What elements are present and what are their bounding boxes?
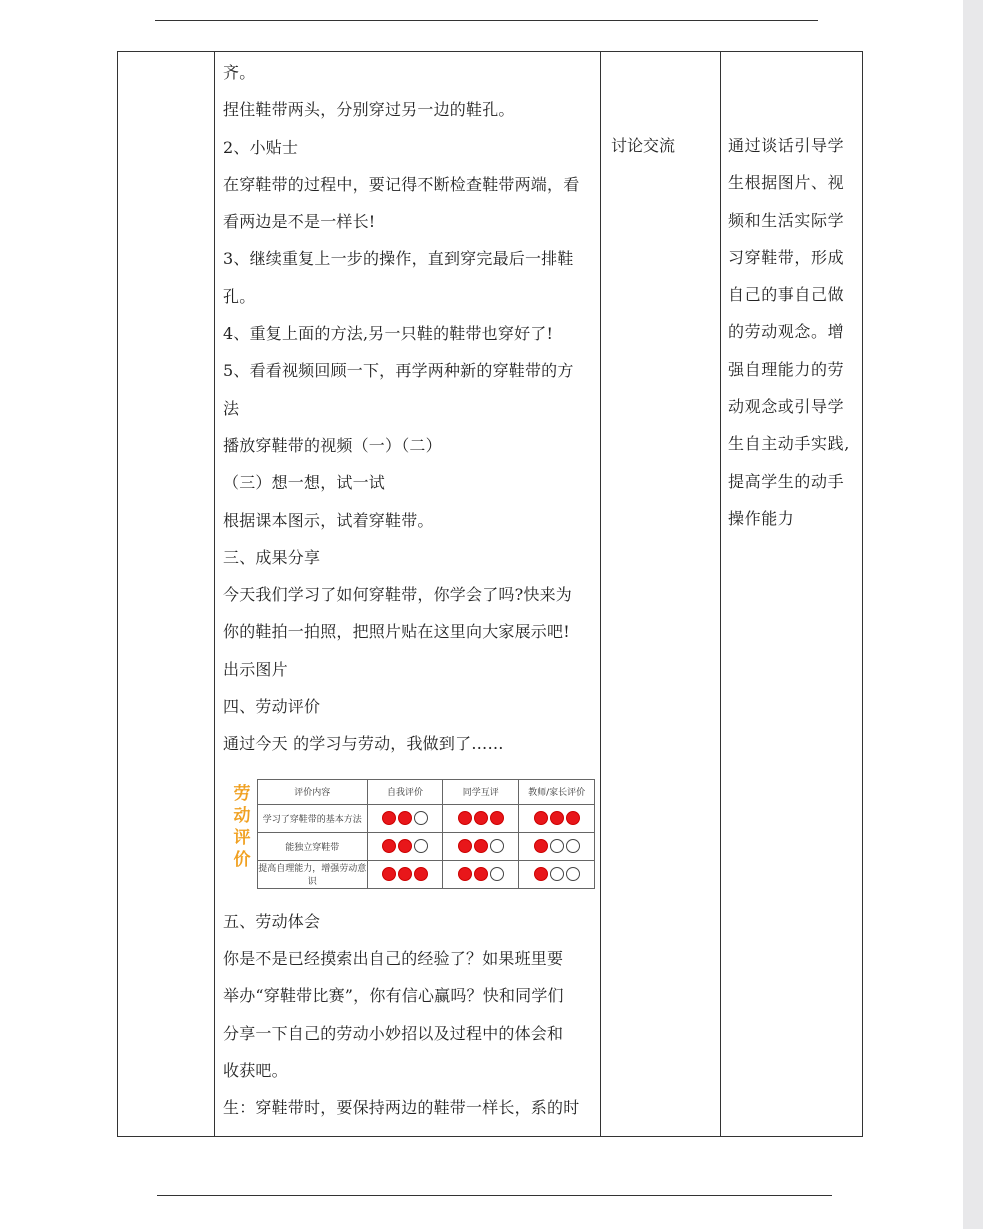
text-line: 根据课本图示，试着穿鞋带。 — [223, 510, 434, 530]
evaluation-side-title: 劳 动 评 价 — [233, 783, 251, 870]
evaluation-header-row — [258, 779, 595, 804]
rating-dot-filled — [398, 867, 412, 881]
text-line: （三）想一想，试一试 — [223, 473, 386, 493]
rating-dot-empty — [414, 839, 428, 853]
text-line: 分享一下自己的劳动小妙招以及过程中的体会和 — [223, 1023, 564, 1043]
rating-cell — [443, 832, 519, 860]
text-line: 收获吧。 — [223, 1060, 288, 1080]
student-activity-cell: 讨论交流 — [611, 136, 676, 155]
rating-cell — [519, 832, 595, 860]
evaluation-row — [258, 860, 595, 888]
labor-evaluation-figure — [223, 763, 595, 903]
rating-dot-filled — [474, 867, 488, 881]
rating-cell — [519, 804, 595, 832]
rating-dot-filled — [458, 839, 472, 853]
rating-dot-filled — [534, 839, 548, 853]
rating-dot-empty — [414, 811, 428, 825]
text-line: 今天我们学习了如何穿鞋带，你学会了吗?快来为 — [223, 585, 572, 605]
rating-dot-filled — [490, 811, 504, 825]
rating-dot-filled — [534, 811, 548, 825]
rating-dot-empty — [490, 839, 504, 853]
text-line: 提高学生的动手 — [728, 471, 845, 491]
rating-dot-filled — [398, 811, 412, 825]
text-line: 五、劳动体会 — [223, 911, 321, 931]
text-line: 动观念或引导学 — [728, 397, 845, 417]
column-divider — [600, 52, 601, 1136]
text-line: 孔。 — [223, 286, 256, 306]
text-line: 通过谈话引导学 — [728, 136, 845, 155]
text-line: 三、成果分享 — [223, 547, 321, 567]
rating-dot-empty — [550, 839, 564, 853]
text-line: 生：穿鞋带时，要保持两边的鞋带一样长，系的时 — [223, 1098, 580, 1118]
rating-dot-filled — [458, 867, 472, 881]
rating-dot-empty — [566, 867, 580, 881]
rating-cell — [443, 860, 519, 888]
rating-dot-filled — [474, 839, 488, 853]
text-line: 你的鞋拍一拍照，把照片贴在这里向大家展示吧! — [223, 622, 570, 642]
footer-rule — [157, 1195, 832, 1196]
evaluation-item-label: 提高自理能力，增强劳动意识 — [258, 860, 368, 888]
text-line: 你是不是已经摸索出自己的经验了？如果班里要 — [223, 948, 564, 968]
text-line: 播放穿鞋带的视频（一）（二） — [223, 435, 442, 455]
evaluation-row — [258, 832, 595, 860]
text-line: 通过今天 的学习与劳动，我做到了…… — [223, 734, 504, 754]
text-line: 强自理能力的劳 — [728, 359, 845, 379]
rating-dot-filled — [550, 811, 564, 825]
rating-dot-filled — [382, 839, 396, 853]
process-text-after — [223, 903, 595, 1127]
teaching-process-cell — [223, 54, 595, 1126]
rating-cell — [443, 804, 519, 832]
evaluation-header: 同学互评 — [443, 779, 519, 804]
text-line: 举办“穿鞋带比赛”，你有信心赢吗？快和同学们 — [223, 986, 564, 1006]
rating-dot-filled — [398, 839, 412, 853]
text-line: 频和生活实际学 — [728, 210, 845, 230]
text-line: 法 — [223, 398, 240, 418]
text-line: 出示图片 — [223, 659, 288, 679]
rating-cell — [367, 832, 443, 860]
rating-dot-filled — [458, 811, 472, 825]
rating-dot-filled — [566, 811, 580, 825]
rating-cell — [519, 860, 595, 888]
text-line: 的劳动观念。增 — [728, 322, 845, 342]
evaluation-item-label: 能独立穿鞋带 — [258, 832, 368, 860]
text-line: 2、小贴士 — [223, 137, 299, 157]
rating-dot-filled — [382, 867, 396, 881]
text-line: 3、继续重复上一步的操作，直到穿完最后一排鞋 — [223, 249, 574, 269]
column-divider — [214, 52, 215, 1136]
evaluation-table — [257, 779, 595, 889]
evaluation-header: 评价内容 — [258, 779, 368, 804]
rating-dot-filled — [414, 867, 428, 881]
column-divider — [720, 52, 721, 1136]
text-line: 齐。 — [223, 63, 256, 82]
text-line: 4、重复上面的方法,另一只鞋的鞋带也穿好了! — [223, 324, 554, 344]
design-intent-cell — [728, 127, 856, 537]
header-rule — [155, 20, 818, 21]
rating-dot-filled — [534, 867, 548, 881]
text-line: 自己的事自己做 — [728, 285, 845, 305]
rating-cell — [367, 804, 443, 832]
rating-dot-empty — [550, 867, 564, 881]
process-text-before — [223, 54, 595, 763]
lesson-table — [117, 51, 863, 1137]
evaluation-header: 自我评价 — [367, 779, 443, 804]
text-line: 习穿鞋带，形成 — [728, 247, 845, 267]
rating-dot-filled — [474, 811, 488, 825]
evaluation-row — [258, 804, 595, 832]
text-line: 在穿鞋带的过程中，要记得不断检查鞋带两端，看 — [223, 174, 580, 194]
rating-dot-empty — [566, 839, 580, 853]
text-line: 生自主动手实践, — [728, 434, 850, 454]
rating-dot-filled — [382, 811, 396, 825]
text-line: 看两边是不是一样长! — [223, 212, 376, 232]
evaluation-header: 教师/家长评价 — [519, 779, 595, 804]
text-line: 操作能力 — [728, 508, 795, 528]
evaluation-item-label: 学习了穿鞋带的基本方法 — [258, 804, 368, 832]
rating-dot-empty — [490, 867, 504, 881]
text-line: 四、劳动评价 — [223, 697, 321, 717]
text-line: 5、看看视频回顾一下，再学两种新的穿鞋带的方 — [223, 361, 574, 381]
rating-cell — [367, 860, 443, 888]
text-line: 捏住鞋带两头，分别穿过另一边的鞋孔。 — [223, 100, 515, 120]
text-line: 生根据图片、视 — [728, 173, 845, 193]
